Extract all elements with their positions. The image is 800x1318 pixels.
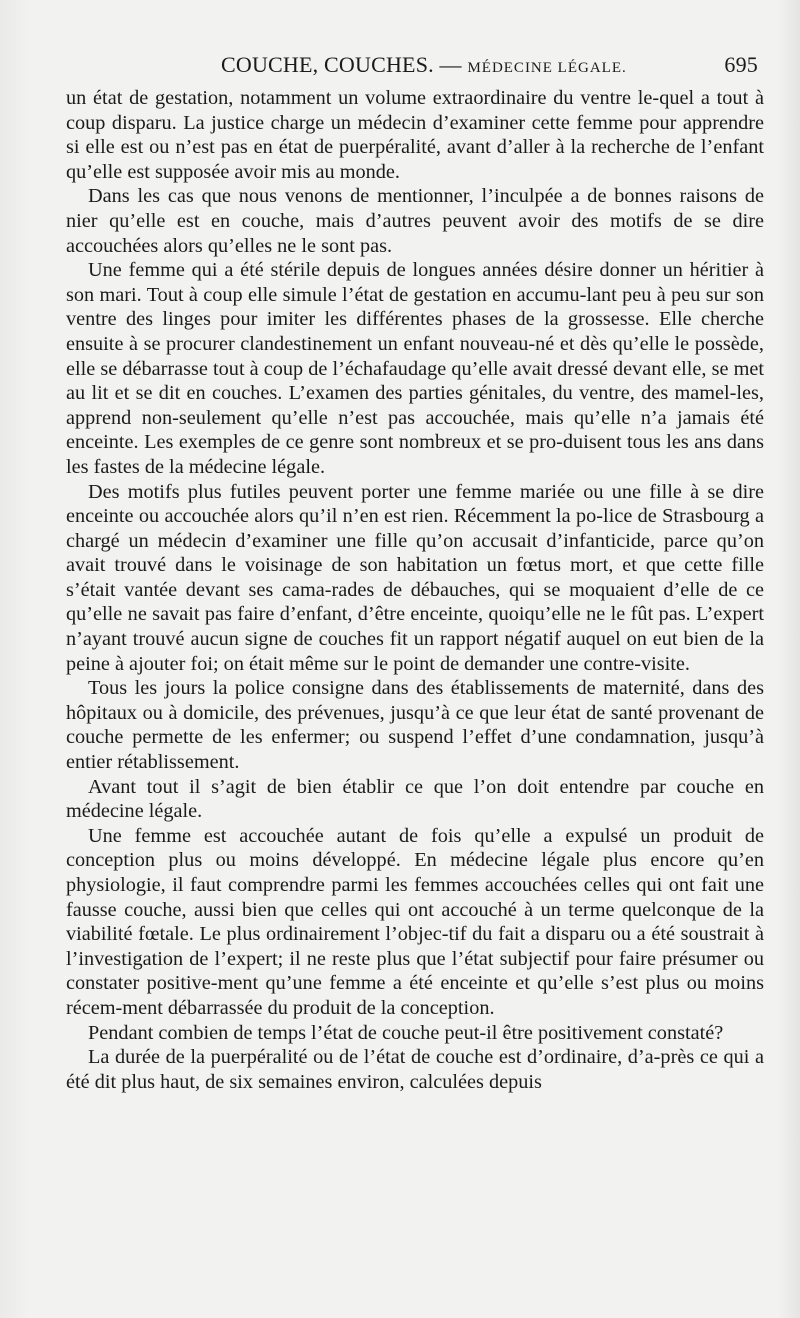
paragraph: Pendant combien de temps l’état de couche peut-il être positivement constaté?	[88, 1021, 724, 1044]
paragraph: La durée de la puerpéralité ou de l’état de couche est d’ordinaire, d’a-près ce qui a été dit plus haut, de six semaines environ, calculées depuis	[66, 1046, 764, 1093]
paragraph: Une femme est accouchée autant de fois qu’elle a expulsé un produit de conception plus ou moins développé. En médecine légale plus encore qu’en physiologie, il faut comprendre parmi les femmes accouchées celles qui ont fait une fausse couche, aussi bien que celles qui ont accouché à un terme quelconque de la viabilité fœtale. Le plus ordinairement l’objec-tif du fait a disparu ou a été soustrait à l’investigation de l’expert; il ne reste plus que l’état subjectif pour faire présumer ou constater positive-ment qu’une femme a été enceinte et qu’elle s’est plus ou moins récem-ment débarrassée du produit de la conception.	[66, 824, 764, 1019]
page-number: 695	[724, 52, 758, 77]
body-text	[66, 86, 764, 1094]
running-head-title	[221, 50, 627, 83]
running-head-title-section: MÉDECINE LÉGALE.	[467, 60, 627, 76]
paragraph-continuation: un état de gestation, notamment un volume extraordinaire du ventre le-quel a tout à coup disparu. La justice charge un médecin d’examiner cette femme pour apprendre si elle est ou n’est pas en état de puerpéralité, avant d’aller à la recherche de l’enfant qu’elle est supposée avoir mis au monde.	[66, 87, 764, 183]
running-head	[66, 50, 764, 80]
running-head-title-main: COUCHE, COUCHES. —	[221, 52, 462, 77]
paragraph: Une femme qui a été stérile depuis de longues années désire donner un héritier à son mari. Tout à coup elle simule l’état de gestation en accumu-lant peu à peu sur son ventre des linges pour imiter les différentes phases de la grossesse. Elle cherche ensuite à se procurer clandestinement un enfant nouveau-né et dès qu’elle le possède, elle se débarrasse tout à coup de l’échafaudage qu’elle avait dressé devant elle, se met au lit et se dit en couches. L’examen des parties génitales, du ventre, des mamel-les, apprend non-seulement qu’elle n’est pas accouchée, mais qu’elle n’a jamais été enceinte. Les exemples de ce genre sont nombreux et se pro-duisent tous les ans dans les fastes de la médecine légale.	[66, 259, 764, 478]
paragraph: Dans les cas que nous venons de mentionner, l’inculpée a de bonnes raisons de nier qu’elle est en couche, mais d’autres peuvent avoir des motifs de se dire accouchées alors qu’elles ne le sont pas.	[66, 185, 764, 257]
paragraph: Avant tout il s’agit de bien établir ce que l’on doit entendre par couche en médecine légale.	[66, 775, 764, 823]
paragraph: Des motifs plus futiles peuvent porter une femme mariée ou une fille à se dire enceinte ou accouchée alors qu’il n’en est rien. Récemment la po-lice de Strasbourg a chargé un médecin d’examiner une fille qu’on accusait d’infanticide, parce qu’on avait trouvé dans le voisinage de son habitation un fœtus mort, et que cette fille s’était vantée devant ses cama-rades de débauches, qui se moquaient d’elle de ce qu’elle ne savait pas faire d’enfant, d’être enceinte, quoiqu’elle ne le fût pas. L’expert n’ayant trouvé aucun signe de couches fit un rapport négatif auquel on eut bien de la peine à ajouter foi; on était même sur le point de demander une contre-visite.	[66, 480, 764, 675]
paragraph: Tous les jours la police consigne dans des établissements de maternité, dans des hôpitaux ou à domicile, des prévenues, jusqu’à ce que leur état de santé provenant de couche permette de les enfermer; ou suspend l’effet d’une condamnation, jusqu’à entier rétablissement.	[66, 677, 764, 774]
